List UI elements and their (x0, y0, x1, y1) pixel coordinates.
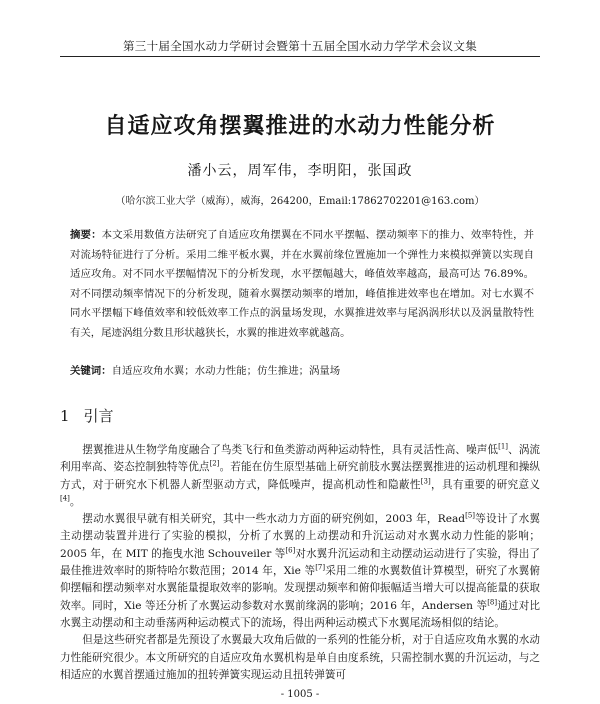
header-rule (60, 56, 540, 57)
citation[interactable]: [3] (420, 477, 431, 486)
paragraph: 但是这些研究者都是先预设了水翼最大攻角后做的一系列的性能分析，对于自适应攻角水翼的水动力性能研究很少。本文所研究的自适应攻角水翼机构是单自由度系统，只需控制水翼的升沉运动，与之相适应的水翼首摆通过施加的扭转弹簧实现运动且扭转弹簧可 (60, 634, 540, 681)
citation[interactable]: [5] (465, 511, 476, 520)
abstract (70, 226, 534, 344)
running-header: 第三十届全国水动力学研讨会暨第十五届全国水动力学学术会议文集 (123, 39, 477, 53)
citation[interactable]: [7] (315, 563, 326, 572)
abstract-text: 本文采用数值方法研究了自适应攻角摆翼在不同水平摆幅、摆动频率下的推力、效率特性，并对流场特征进行了分析。采用二维平板水翼，并在水翼前缘位置施加一个弹性力来模拟弹簧以实现自适应攻角。对不同水平摆幅情况下的分析发现，水平摆幅越大，峰值效率越高，最高可达 76.89%。对不同摆动频率情况下的分析发现，随着水翼摆动频率的增加，峰值推进效率也在增加。对七水翼不同水平摆幅下峰值效率和较低效率工作点的涡量场发现，水翼推进效率与尾涡涡形状以及涡量散特性有关，尾迹涡组分数且形状越狭长，水翼的推进效率就越高。 (70, 229, 535, 339)
affiliation: （哈尔滨工业大学（威海），威海，264200，Email:17862702201@163.com） (115, 196, 485, 207)
abstract-label: 摘要： (70, 229, 102, 241)
citation[interactable]: [2] (209, 459, 220, 468)
paragraph: 摆动水翼很早就有相关研究，其中一些水动力方面的研究例如，2003 年，Read[5]等设计了水翼主动摆动装置并进行了实验的模拟，分析了水翼的上动摆动和升沉运动对水翼水动力性能的影响；2005 年，在 MIT 的拖曳水池 Schouveiler 等[6]对水翼升沉运动和主动摆动运动进行了实验，得出了最佳推进效率时的斯特哈尔数范围；2014 年，Xie 等[7]采用二维的水翼数值计算模型，研究了水翼俯仰摆幅和摆动频率对水翼能量提取效率的影响。发现摆动频率和俯仰振幅适当增大可以提高能量的获取效率。同时，Xie 等还分析了水翼运动参数对水翼前缘涡的影响；2016 年，Andersen 等[8]通过对比水翼主动摆动和主动垂荡两种运动模式下的流场，得出两种运动模式下水翼尾流场相似的结论。 (60, 511, 541, 629)
paper-title: 自适应攻角摆翼推进的水动力性能分析 (104, 114, 496, 139)
paragraph: 摆翼推进从生物学角度融合了鸟类飞行和鱼类游动两种运动特性，具有灵活性高、噪声低[1]、涡流利用率高、姿态控制独特等优点[2]。若能在仿生原型基础上研究前肢水翼法摆翼推进的运动机理和操纵方式，对于研究水下机器人新型驱动方式，降低噪声，提高机动性和隐蔽性[3]，具有重要的研究意义[4]。 (60, 442, 541, 508)
body-text (60, 442, 540, 684)
keywords (70, 362, 534, 377)
citation[interactable]: [6] (285, 546, 296, 555)
keywords-label: 关键词： (70, 365, 112, 377)
citation[interactable]: [8] (487, 598, 498, 607)
section-title: 引言 (83, 407, 114, 425)
citation[interactable]: [1] (498, 442, 509, 451)
citation[interactable]: [4] (60, 494, 70, 503)
section-number: 1 (60, 407, 70, 425)
keywords-text: 自适应攻角水翼；水动力性能；仿生推进；涡量场 (111, 365, 341, 377)
section-heading (60, 405, 114, 426)
author-list: 潘小云，周军伟，李明阳，张国政 (187, 163, 413, 179)
page-number: - 1005 - (280, 689, 320, 700)
